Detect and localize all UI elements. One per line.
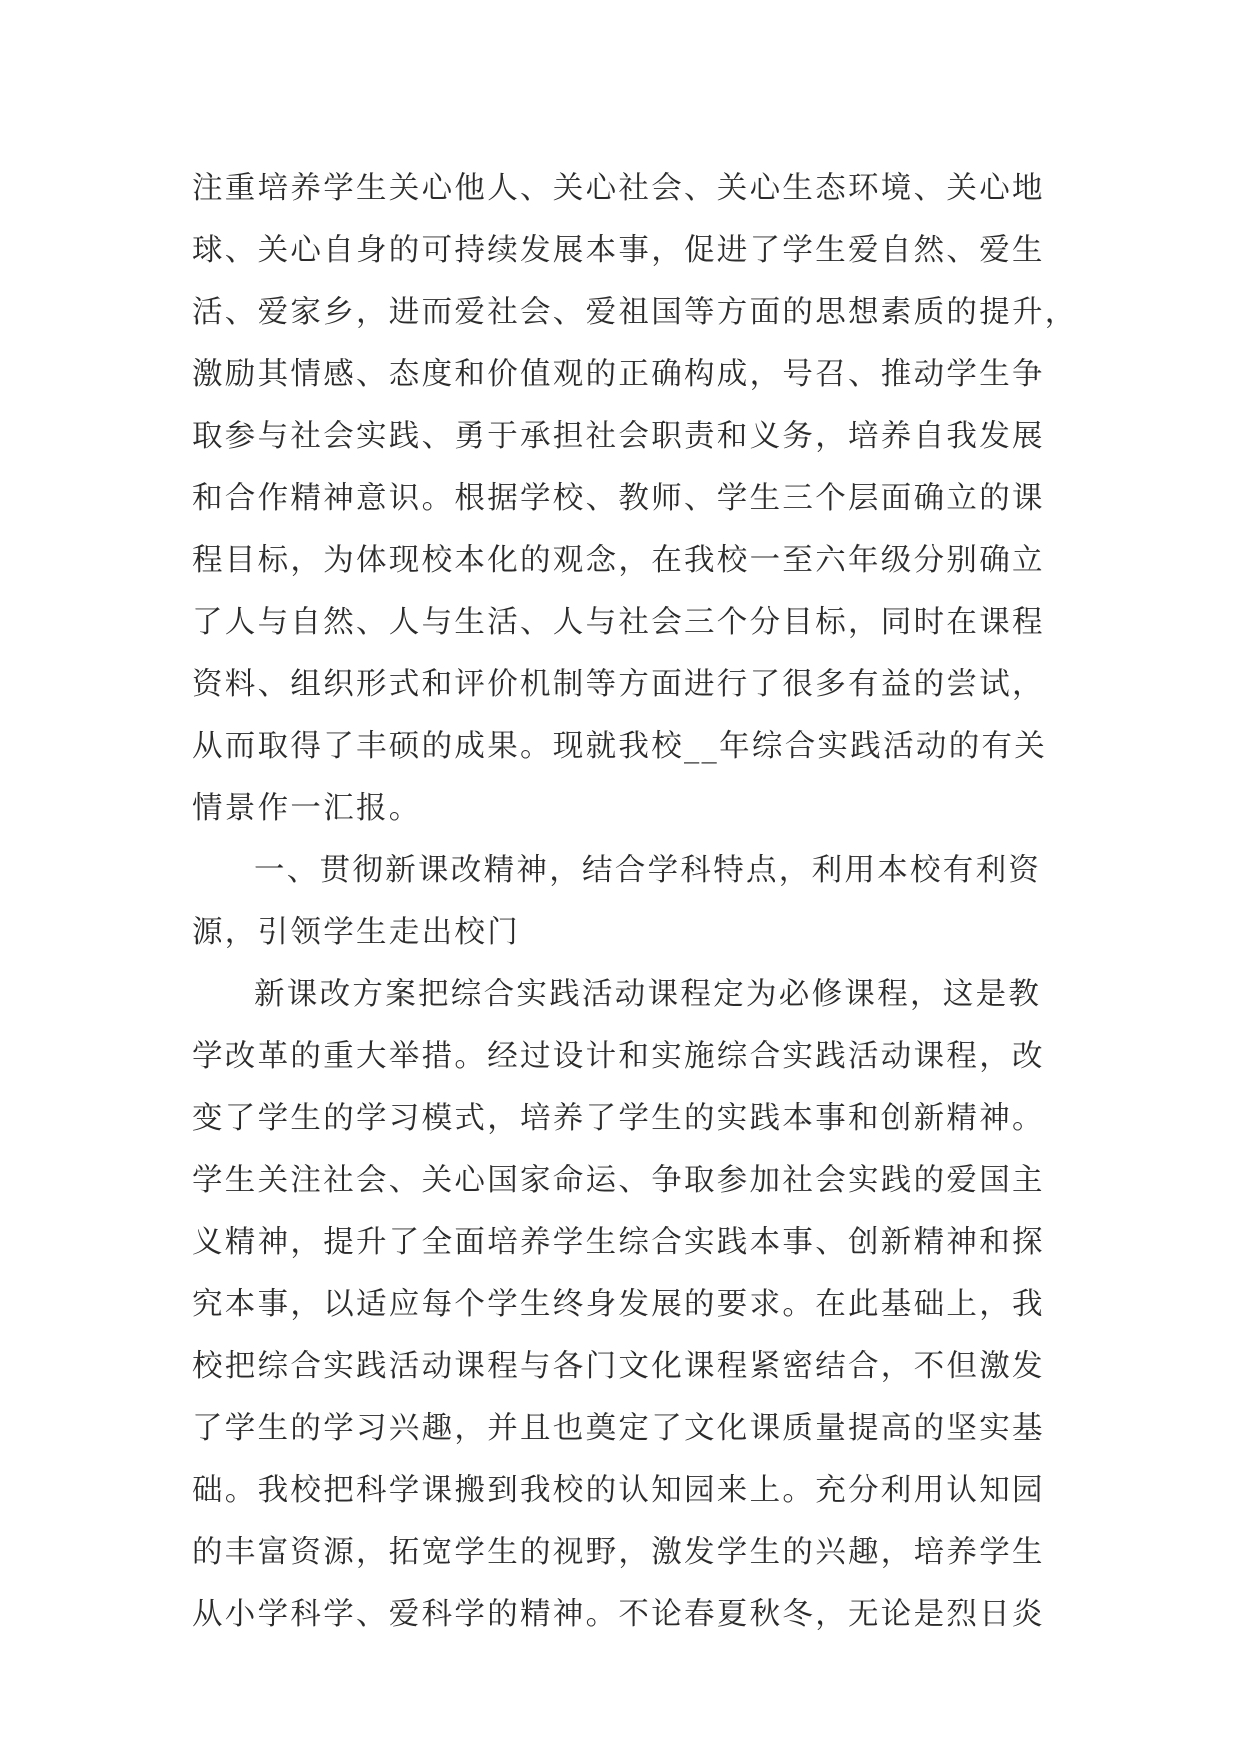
text-line: 程目标，为体现校本化的观念，在我校一至六年级分别确立 [192, 543, 1045, 578]
text-line: 究本事，以适应每个学生终身发展的要求。在此基础上，我 [192, 1287, 1045, 1322]
section-heading-line: 源，引领学生走出校门 [192, 915, 520, 950]
text-line: 了学生的学习兴趣，并且也奠定了文化课质量提高的坚实基 [192, 1411, 1045, 1446]
body-text [192, 158, 1078, 1646]
text-line: 义精神，提升了全面培养学生综合实践本事、创新精神和探 [192, 1225, 1045, 1260]
text-line: 取参与社会实践、勇于承担社会职责和义务，培养自我发展 [192, 419, 1045, 454]
text-line: 球、关心自身的可持续发展本事，促进了学生爱自然、爱生 [192, 233, 1045, 268]
text-line: 学改革的重大举措。经过设计和实施综合实践活动课程，改 [192, 1039, 1045, 1074]
text-line: 从而取得了丰硕的成果。现就我校__年综合实践活动的有关 [192, 729, 1048, 764]
text-line: 资料、组织形式和评价机制等方面进行了很多有益的尝试， [192, 667, 1045, 702]
text-line: 活、爱家乡，进而爱社会、爱祖国等方面的思想素质的提升， [192, 295, 1078, 330]
text-line: 激励其情感、态度和价值观的正确构成，号召、推动学生争 [192, 357, 1045, 392]
text-line: 新课改方案把综合实践活动课程定为必修课程，这是教 [254, 977, 1042, 1012]
text-line: 注重培养学生关心他人、关心社会、关心生态环境、关心地 [192, 171, 1045, 206]
text-line: 变了学生的学习模式，培养了学生的实践本事和创新精神。 [192, 1101, 1045, 1136]
text-line: 从小学科学、爱科学的精神。不论春夏秋冬，无论是烈日炎 [192, 1597, 1045, 1632]
text-line: 的丰富资源，拓宽学生的视野，激发学生的兴趣，培养学生 [192, 1535, 1045, 1570]
text-line: 校把综合实践活动课程与各门文化课程紧密结合，不但激发 [192, 1349, 1045, 1384]
text-line: 础。我校把科学课搬到我校的认知园来上。充分利用认知园 [192, 1473, 1045, 1508]
section-heading-line: 一、贯彻新课改精神，结合学科特点，利用本校有利资 [254, 853, 1042, 888]
text-line: 和合作精神意识。根据学校、教师、学生三个层面确立的课 [192, 481, 1045, 516]
text-line: 情景作一汇报。 [192, 791, 422, 826]
text-line: 学生关注社会、关心国家命运、争取参加社会实践的爱国主 [192, 1163, 1045, 1198]
text-line: 了人与自然、人与生活、人与社会三个分目标，同时在课程 [192, 605, 1045, 640]
